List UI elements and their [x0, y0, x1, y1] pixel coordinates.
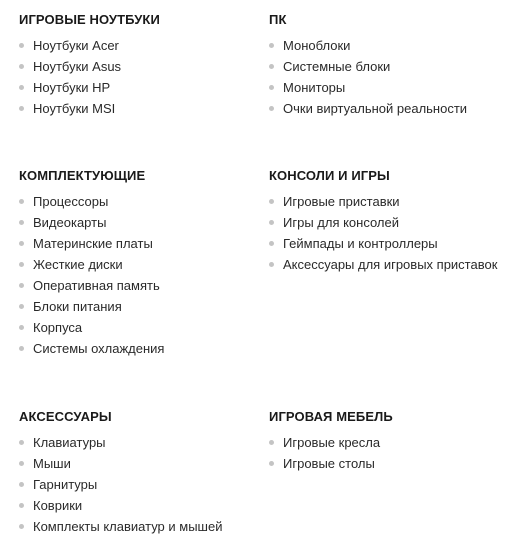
bullet-icon	[19, 199, 24, 204]
bullet-icon	[19, 220, 24, 225]
list-item	[269, 98, 467, 119]
category-title-gaming-laptops[interactable]: ИГРОВЫЕ НОУТБУКИ	[19, 12, 160, 27]
category-title-components[interactable]: КОМПЛЕКТУЮЩИЕ	[19, 168, 146, 183]
list-item	[19, 98, 160, 119]
list-item	[19, 275, 164, 296]
list-item	[19, 191, 164, 212]
list-item	[19, 453, 222, 474]
bullet-icon	[269, 64, 274, 69]
menu-link[interactable]: Системные блоки	[283, 59, 391, 74]
bullet-icon	[19, 64, 24, 69]
category-list-consoles-games	[269, 191, 497, 275]
menu-link[interactable]: Игровые кресла	[283, 435, 381, 450]
list-item	[19, 495, 222, 516]
bullet-icon	[19, 524, 24, 529]
menu-link[interactable]: Жесткие диски	[33, 257, 123, 272]
list-item	[19, 56, 160, 77]
list-item	[19, 212, 164, 233]
list-item	[269, 77, 467, 98]
category-list-pc	[269, 35, 467, 119]
menu-link[interactable]: Игры для консолей	[283, 215, 400, 230]
menu-link[interactable]: Блоки питания	[33, 299, 122, 314]
bullet-icon	[19, 346, 24, 351]
bullet-icon	[19, 43, 24, 48]
menu-link[interactable]: Гарнитуры	[33, 477, 98, 492]
list-item	[19, 516, 222, 537]
bullet-icon	[19, 503, 24, 508]
menu-link[interactable]: Видеокарты	[33, 215, 107, 230]
category-title-gaming-furniture[interactable]: ИГРОВАЯ МЕБЕЛЬ	[269, 409, 393, 424]
menu-link[interactable]: Геймпады и контроллеры	[283, 236, 438, 251]
menu-link[interactable]: Корпуса	[33, 320, 83, 335]
bullet-icon	[269, 199, 274, 204]
menu-link[interactable]: Оперативная память	[33, 278, 160, 293]
menu-link[interactable]: Мыши	[33, 456, 71, 471]
list-item	[269, 212, 497, 233]
menu-link[interactable]: Ноутбуки Acer	[33, 38, 119, 53]
list-item	[269, 432, 393, 453]
list-item	[19, 317, 164, 338]
list-item	[19, 35, 160, 56]
bullet-icon	[19, 482, 24, 487]
category-list-gaming-laptops	[19, 35, 160, 119]
bullet-icon	[269, 106, 274, 111]
menu-link[interactable]: Материнские платы	[33, 236, 153, 251]
menu-link[interactable]: Ноутбуки Asus	[33, 59, 122, 74]
category-components	[19, 168, 164, 359]
category-consoles-games	[269, 168, 497, 275]
bullet-icon	[19, 262, 24, 267]
list-item	[269, 254, 497, 275]
list-item	[19, 474, 222, 495]
list-item	[19, 432, 222, 453]
list-item	[269, 191, 497, 212]
bullet-icon	[269, 85, 274, 90]
menu-link[interactable]: Ноутбуки MSI	[33, 101, 116, 116]
list-item	[19, 77, 160, 98]
menu-link[interactable]: Очки виртуальной реальности	[283, 101, 468, 116]
menu-link[interactable]: Системы охлаждения	[33, 341, 165, 356]
menu-link[interactable]: Комплекты клавиатур и мышей	[33, 519, 223, 534]
bullet-icon	[19, 461, 24, 466]
list-item	[269, 233, 497, 254]
menu-link[interactable]: Аксессуары для игровых приставок	[283, 257, 498, 272]
category-gaming-laptops	[19, 12, 160, 119]
menu-link[interactable]: Игровые приставки	[283, 194, 400, 209]
bullet-icon	[19, 283, 24, 288]
bullet-icon	[19, 106, 24, 111]
category-title-pc[interactable]: ПК	[269, 12, 287, 27]
menu-link[interactable]: Моноблоки	[283, 38, 351, 53]
category-gaming-furniture	[269, 409, 393, 474]
list-item	[269, 453, 393, 474]
list-item	[269, 35, 467, 56]
menu-link[interactable]: Ноутбуки HP	[33, 80, 111, 95]
list-item	[19, 254, 164, 275]
bullet-icon	[19, 325, 24, 330]
menu-link[interactable]: Процессоры	[33, 194, 109, 209]
bullet-icon	[269, 440, 274, 445]
bullet-icon	[269, 220, 274, 225]
category-list-components	[19, 191, 164, 359]
bullet-icon	[269, 461, 274, 466]
bullet-icon	[269, 43, 274, 48]
bullet-icon	[19, 85, 24, 90]
category-list-gaming-furniture	[269, 432, 393, 474]
menu-link[interactable]: Игровые столы	[283, 456, 375, 471]
bullet-icon	[19, 304, 24, 309]
category-title-consoles-games[interactable]: КОНСОЛИ И ИГРЫ	[269, 168, 390, 183]
list-item	[19, 296, 164, 317]
list-item	[19, 233, 164, 254]
menu-link[interactable]: Клавиатуры	[33, 435, 106, 450]
bullet-icon	[269, 241, 274, 246]
category-accessories	[19, 409, 222, 537]
menu-link[interactable]: Мониторы	[283, 80, 346, 95]
category-title-accessories[interactable]: АКСЕССУАРЫ	[19, 409, 112, 424]
bullet-icon	[19, 440, 24, 445]
bullet-icon	[269, 262, 274, 267]
category-pc	[269, 12, 467, 119]
menu-link[interactable]: Коврики	[33, 498, 83, 513]
list-item	[19, 338, 164, 359]
bullet-icon	[19, 241, 24, 246]
list-item	[269, 56, 467, 77]
category-list-accessories	[19, 432, 222, 537]
